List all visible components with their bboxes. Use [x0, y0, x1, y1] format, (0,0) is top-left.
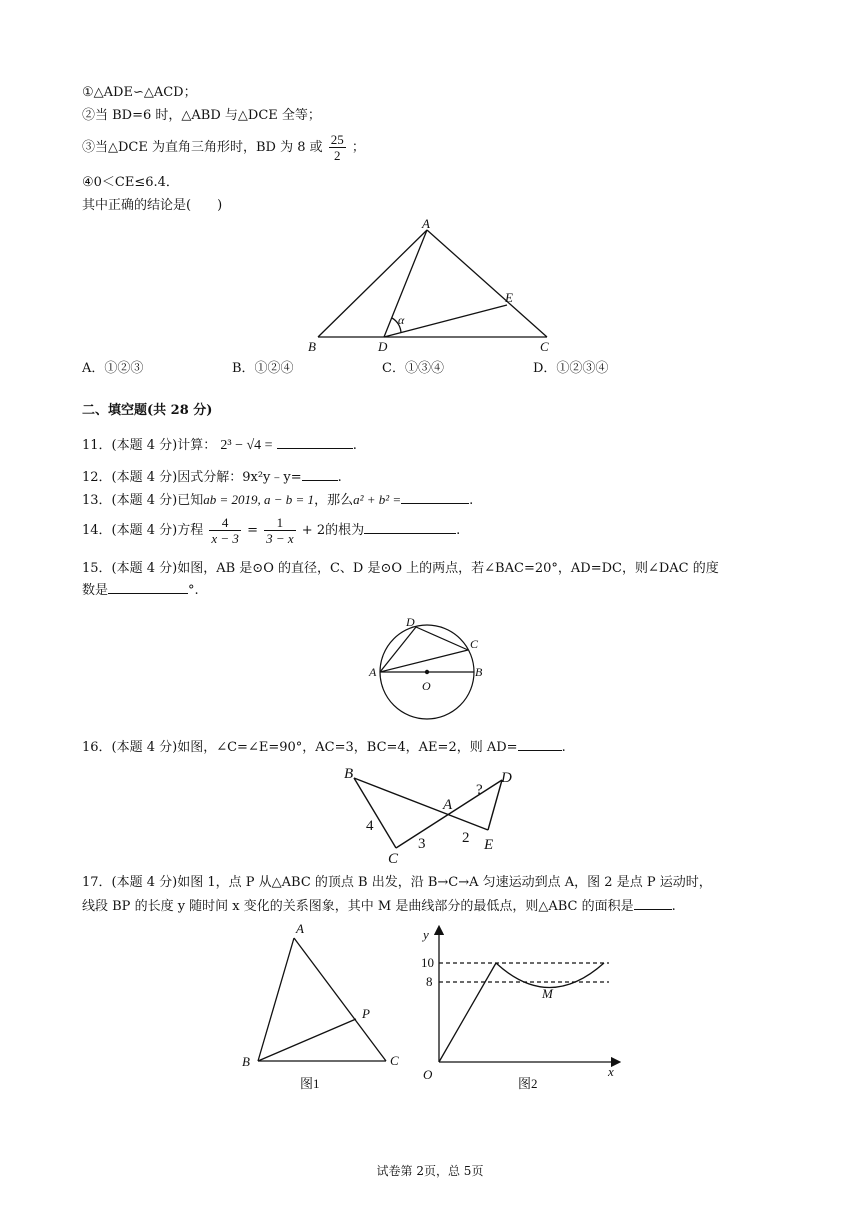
q14-end: .	[456, 523, 461, 538]
label-d: D	[501, 770, 512, 786]
q17-end: .	[671, 899, 676, 914]
q15-line-2-pre: 数是	[82, 583, 109, 598]
label-length-2: 2	[462, 830, 470, 846]
label-length-4: 4	[366, 818, 374, 834]
q11: 11．(本题 4 分)计算： 2³ − √4 = .	[82, 438, 357, 453]
q15-circle-figure	[366, 612, 486, 722]
q12-end: .	[337, 470, 342, 485]
q14-post: 的根为	[325, 523, 365, 538]
label-b: B	[242, 1054, 250, 1069]
q12-text: 12．(本题 4 分)因式分解：9x²y﹣y=	[82, 470, 302, 485]
label-e: E	[484, 837, 494, 853]
q13-answer-blank[interactable]	[401, 491, 469, 504]
q17-figure-2	[416, 922, 626, 1097]
q16-answer-blank[interactable]	[518, 738, 562, 751]
q10-statement-2: ②当 BD=6 时，△ABD 与△DCE 全等；	[82, 108, 321, 123]
q14-answer-blank[interactable]	[364, 521, 456, 534]
q11-prefix: 11．(本题 4 分)计算：	[82, 438, 217, 453]
section-title: 二、填空题(共 28 分)	[82, 403, 213, 418]
q10-triangle-figure	[300, 212, 560, 357]
fraction-denominator: 2	[334, 148, 341, 163]
q14	[82, 512, 460, 550]
fraction-numerator: 25	[330, 132, 344, 147]
q13-ask: a² + b² =	[353, 492, 402, 507]
label-alpha: α	[398, 313, 405, 327]
q12	[82, 468, 342, 487]
q14-fraction-2	[264, 515, 296, 546]
q11-answer-blank[interactable]	[277, 436, 353, 449]
fraction-numerator: 1	[264, 515, 296, 531]
q10-statement-1: ①△ADE∽△ACD；	[82, 85, 197, 100]
q15-line-1: 15．(本题 4 分)如图，AB 是⊙O 的直径，C、D 是⊙O 上的两点，若∠BAC=20°，AD=DC，则∠DAC 的度	[82, 561, 719, 576]
curve-segment	[496, 963, 604, 988]
label-a: A	[443, 797, 453, 813]
q16-end: .	[561, 740, 566, 755]
q17-figure-1	[236, 916, 416, 1096]
q10-statement-4: ④0＜CE≤6.4．	[82, 175, 179, 190]
label-length-3: 3	[418, 836, 426, 852]
q15-line-2	[82, 581, 199, 600]
q13-condition: ab = 2019, a − b = 1	[203, 492, 315, 507]
q16-figure	[336, 760, 526, 868]
q17-line-2-text: 线段 BP 的长度 y 随时间 x 变化的关系图象，其中 M 是曲线部分的最低点，则△ABC 的面积是	[82, 899, 634, 914]
q10-statement-3	[82, 128, 365, 168]
label-m: M	[542, 986, 553, 1001]
label-b: B	[475, 665, 483, 679]
option-a[interactable]: A．①②③	[82, 361, 144, 376]
line-segment	[439, 963, 496, 1062]
option-d[interactable]: D．①②③④	[533, 361, 609, 376]
q10-fraction-25-2	[329, 132, 346, 163]
q17-answer-blank[interactable]	[634, 897, 672, 910]
option-c[interactable]: C．①③④	[382, 361, 444, 376]
label-a: A	[296, 921, 304, 936]
q13-mid: ，那么	[314, 493, 354, 508]
segment-ad	[384, 230, 427, 337]
q13-prefix: 13．(本题 4 分)已知	[82, 493, 204, 508]
label-p: P	[362, 1006, 370, 1021]
label-b: B	[344, 766, 354, 782]
q14-plus: + 2	[301, 523, 326, 538]
figure-2-caption: 图2	[518, 1076, 538, 1091]
segment-bc	[354, 778, 396, 848]
segment-ab	[318, 230, 427, 337]
label-y: y	[423, 927, 429, 942]
label-o: O	[422, 679, 431, 693]
q13	[82, 491, 473, 510]
segment-ab	[258, 938, 294, 1061]
chord-ac	[380, 650, 468, 672]
q14-equals: =	[247, 523, 258, 538]
q10-question: 其中正确的结论是( )	[82, 198, 223, 213]
label-b: B	[308, 339, 316, 354]
q10-statement-3-text: ③当△DCE 为直角三角形时，BD 为 8 或	[82, 140, 323, 155]
label-unknown: ?	[476, 782, 483, 798]
q15-answer-blank[interactable]	[108, 581, 188, 594]
segment-bp	[258, 1019, 356, 1061]
label-a: A	[422, 216, 430, 231]
label-a: A	[369, 665, 377, 679]
q12-answer-blank[interactable]	[302, 468, 338, 481]
q16	[82, 738, 566, 757]
fraction-denominator: x − 3	[211, 531, 239, 546]
page-footer: 试卷第 2页，总 5页	[376, 1164, 484, 1178]
label-c: C	[390, 1053, 399, 1068]
label-c: C	[540, 339, 549, 354]
q14-prefix: 14．(本题 4 分)方程	[82, 523, 204, 538]
label-c: C	[470, 637, 479, 651]
q14-fraction-1	[209, 515, 241, 546]
q11-expression: 2³ − √4 =	[220, 438, 273, 453]
label-d: D	[378, 339, 388, 354]
segment-ac	[294, 938, 386, 1061]
label-d: D	[406, 615, 415, 629]
q17-line-2	[82, 897, 676, 916]
tick-10: 10	[421, 955, 434, 970]
option-b[interactable]: B．①②④	[232, 361, 294, 376]
center-point	[425, 670, 429, 674]
label-e: E	[505, 290, 513, 305]
fraction-numerator: 4	[209, 515, 241, 531]
label-x: x	[608, 1064, 614, 1079]
fraction-denominator: 3 − x	[266, 531, 294, 546]
q10-statement-3-end: ；	[351, 140, 365, 155]
figure-1-caption: 图1	[300, 1076, 320, 1091]
q13-end: .	[469, 493, 474, 508]
q15-line-2-post: °.	[188, 583, 199, 598]
segment-be	[354, 778, 488, 830]
q17-line-1: 17．(本题 4 分)如图 1，点 P 从△ABC 的顶点 B 出发，沿 B→C→A 匀速运动到点 A，图 2 是点 P 运动时，	[82, 875, 712, 890]
label-origin: O	[423, 1067, 433, 1082]
label-c: C	[388, 851, 399, 867]
q16-text: 16．(本题 4 分)如图，∠C=∠E=90°，AC=3，BC=4，AE=2，则 AD=	[82, 740, 518, 755]
tick-8: 8	[426, 974, 433, 989]
